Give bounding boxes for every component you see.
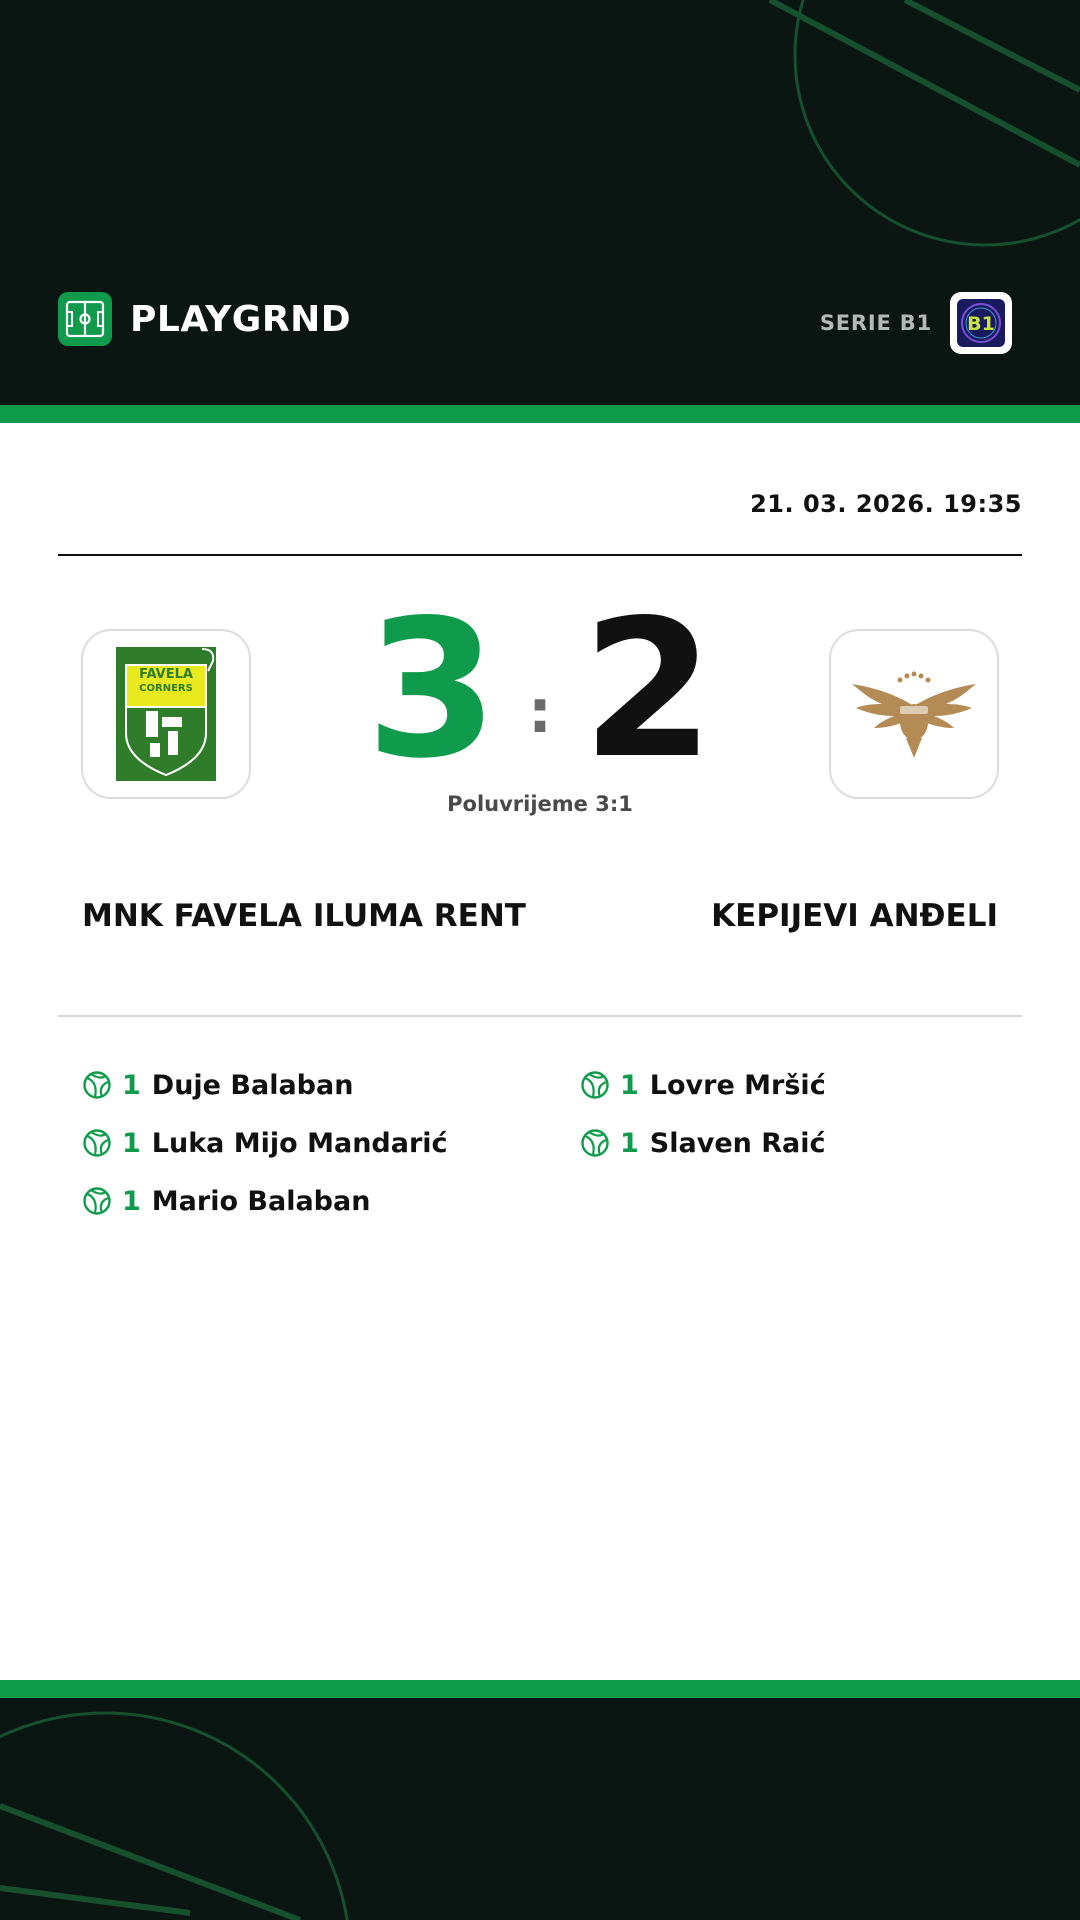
home-scorers-list <box>82 1065 448 1239</box>
away-team-crest[interactable] <box>829 629 999 799</box>
football-icon <box>82 1128 112 1158</box>
scorer-name: Lovre Mršić <box>649 1069 826 1101</box>
league-badge-text: B1 <box>967 313 995 335</box>
accent-bar-bottom <box>0 1680 1080 1698</box>
match-datetime: 21. 03. 2026. 19:35 <box>750 490 1022 518</box>
score-separator: : <box>528 677 552 747</box>
winged-eagle-logo <box>848 666 980 762</box>
divider <box>58 554 1022 556</box>
football-icon <box>580 1070 610 1100</box>
football-icon <box>82 1186 112 1216</box>
pitch-lines-decoration <box>0 1698 1080 1920</box>
crest-text-line2: CORNERS <box>139 683 193 694</box>
scorer-goals: 1 <box>122 1069 141 1101</box>
league-logo-icon <box>957 299 1005 347</box>
scorer-goals: 1 <box>620 1127 639 1159</box>
away-team-name[interactable]: KEPIJEVI ANĐELI <box>711 898 998 934</box>
scorer-item[interactable] <box>580 1123 826 1163</box>
scorer-goals: 1 <box>620 1069 639 1101</box>
scorer-goals: 1 <box>122 1185 141 1217</box>
away-score: 2 <box>582 579 715 800</box>
header-banner <box>0 0 1080 405</box>
brand[interactable] <box>58 292 351 346</box>
scorer-name: Luka Mijo Mandarić <box>151 1127 448 1159</box>
scorer-name: Mario Balaban <box>151 1185 371 1217</box>
scorer-item[interactable] <box>82 1123 448 1163</box>
scorer-item[interactable] <box>580 1065 826 1105</box>
brand-name: PLAYGRND <box>130 298 352 340</box>
scorer-name: Duje Balaban <box>151 1069 354 1101</box>
accent-bar-top <box>0 405 1080 423</box>
league-info[interactable] <box>820 292 1012 354</box>
scorer-item[interactable] <box>82 1065 448 1105</box>
football-icon <box>580 1128 610 1158</box>
league-name: SERIE B1 <box>819 311 932 335</box>
away-scorers-list <box>580 1065 826 1181</box>
scorer-name: Slaven Raić <box>649 1127 826 1159</box>
halftime-score: Poluvrijeme 3:1 <box>447 792 633 816</box>
crest-text-line1: FAVELA <box>139 667 193 682</box>
home-score: 3 <box>365 579 498 800</box>
footer-banner <box>0 1698 1080 1920</box>
divider <box>58 1015 1022 1017</box>
scorer-goals: 1 <box>122 1127 141 1159</box>
scorer-item[interactable] <box>82 1181 448 1221</box>
football-icon <box>82 1070 112 1100</box>
home-team-name[interactable]: MNK FAVELA ILUMA RENT <box>82 898 526 934</box>
league-badge <box>950 292 1012 354</box>
pitch-icon <box>58 292 112 346</box>
